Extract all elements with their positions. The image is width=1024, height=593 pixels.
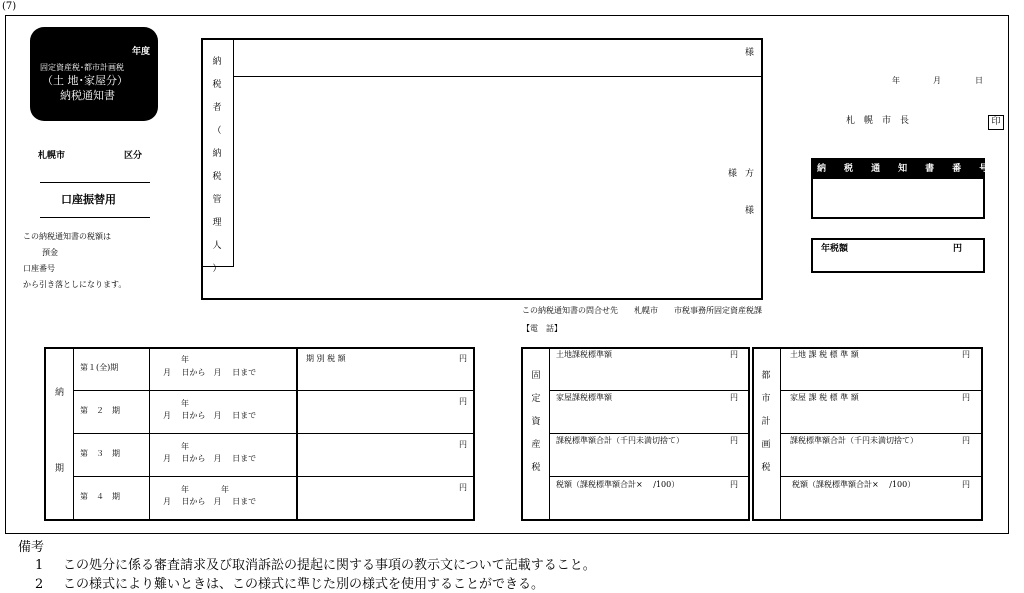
title-badge: [30, 27, 158, 121]
honorific-low: 様: [745, 206, 755, 216]
transfer-note-line: 口座番号: [23, 264, 55, 273]
date-year: 年: [892, 76, 900, 85]
city-row-label: 土地 課 税 標 準 額: [790, 350, 859, 359]
taxpayer-box: [201, 38, 763, 300]
period-range: 月 日から 月 日まで: [163, 497, 257, 506]
divider: [74, 433, 473, 434]
document-name: 納税通知書: [60, 89, 115, 102]
yen-unit: 円: [459, 440, 467, 449]
period-label: 第 ４ 期: [80, 492, 120, 501]
phone-label: 【電 話】: [522, 324, 562, 333]
fixed-asset-tax-vertical-label: 固 定 資 産 税: [531, 371, 541, 473]
remarks-title: 備考: [18, 540, 45, 555]
divider: [233, 76, 761, 77]
yen-unit: 円: [730, 436, 738, 445]
yen-unit: 円: [459, 483, 467, 492]
divider: [233, 40, 234, 266]
form-number: (7): [2, 1, 17, 12]
date-month: 月: [933, 76, 941, 85]
divider: [40, 217, 150, 218]
period-year: 年 年: [181, 485, 229, 494]
honorific-mid: 様: [728, 169, 738, 179]
account-transfer-label: 口座振替用: [61, 193, 116, 206]
divider: [74, 390, 473, 391]
city-row-label: 家屋 課 税 標 準 額: [790, 393, 859, 402]
transfer-note-line: から引き落としになります。: [23, 280, 127, 289]
yen-unit: 円: [459, 397, 467, 406]
notice-number-label: 納 税 通 知 書 番 号: [817, 164, 989, 174]
ward-label: 区分: [124, 151, 143, 161]
yen-unit: 円: [962, 480, 970, 489]
transfer-note-line: この納税通知書の税額は: [23, 232, 111, 241]
taxpayer-vertical-label: 納 税 者 （ 納 税 管 理 人 ）: [212, 57, 222, 274]
yen-unit: 円: [730, 350, 738, 359]
divider: [550, 390, 748, 391]
fixed-row-label: 税額（課税標準額合計× /100）: [556, 480, 680, 489]
tax-category: （土 地･家屋分）: [42, 74, 128, 87]
mayor-label: 札 幌 市 長: [846, 116, 910, 126]
fiscal-year-label: 年度: [131, 47, 150, 57]
divider: [781, 476, 981, 477]
yen-unit: 円: [962, 436, 970, 445]
yen-unit: 円: [459, 354, 467, 363]
period-year: 年: [181, 355, 189, 364]
fixed-row-label: 土地課税標準額: [556, 350, 612, 359]
fixed-row-label: 課税標準額合計（千円未満切捨て）: [556, 436, 684, 445]
tax-names: 固定資産税･都市計画税: [40, 63, 124, 72]
period-range: 月 日から 月 日まで: [163, 411, 257, 420]
yen-unit: 円: [962, 350, 970, 359]
fixed-row-label: 家屋課税標準額: [556, 393, 612, 402]
divider: [550, 476, 748, 477]
transfer-note-line: 預金: [42, 248, 58, 257]
period-label: 第 ３ 期: [80, 449, 120, 458]
period-year: 年: [181, 442, 189, 451]
remark-number: 2: [35, 577, 44, 592]
annual-tax-yen: 円: [953, 244, 963, 254]
divider: [149, 349, 150, 519]
city-label: 札幌市: [38, 151, 66, 161]
date-day: 日: [975, 76, 983, 85]
inquiry-text: この納税通知書の問合せ先 札幌市 市税事務所固定資産税課: [522, 306, 762, 315]
yen-unit: 円: [962, 393, 970, 402]
remark-text: この処分に係る審査請求及び取消訴訟の提起に関する事項の教示文について記載すること。: [63, 558, 596, 573]
honorific-top: 様: [745, 48, 755, 58]
divider: [549, 349, 550, 519]
divider: [780, 349, 781, 519]
divider: [73, 349, 74, 519]
fixed-asset-tax-table: [521, 347, 750, 521]
divider: [74, 476, 473, 477]
city-planning-tax-vertical-label: 都 市 計 画 税: [761, 371, 771, 473]
divider: [40, 182, 150, 183]
period-tax-label: 期 別 税 額: [306, 354, 346, 363]
payment-period-label-top: 納: [55, 388, 65, 398]
city-planning-tax-table: [752, 347, 983, 521]
payment-period-label-bottom: 期: [55, 464, 65, 474]
period-year: 年: [181, 399, 189, 408]
annual-tax-label: 年税額: [821, 244, 849, 254]
city-row-label: 税額（課税標準額合計× /100）: [792, 480, 916, 489]
period-range: 月 日から 月 日まで: [163, 454, 257, 463]
city-row-label: 課税標準額合計（千円未満切捨て）: [790, 436, 918, 445]
yen-unit: 円: [730, 480, 738, 489]
care-of-label: 方: [745, 169, 755, 179]
remark-text: この様式により難いときは、この様式に準じた別の様式を使用することができる。: [63, 577, 545, 592]
period-label: 第 ２ 期: [80, 406, 120, 415]
seal-stamp: 印: [988, 115, 1004, 130]
divider: [550, 433, 748, 434]
period-label: 第１(全)期: [80, 363, 119, 372]
divider: [781, 390, 981, 391]
period-range: 月 日から 月 日まで: [163, 368, 257, 377]
divider: [781, 433, 981, 434]
yen-unit: 円: [730, 393, 738, 402]
divider: [296, 349, 298, 519]
remark-number: 1: [35, 558, 44, 573]
